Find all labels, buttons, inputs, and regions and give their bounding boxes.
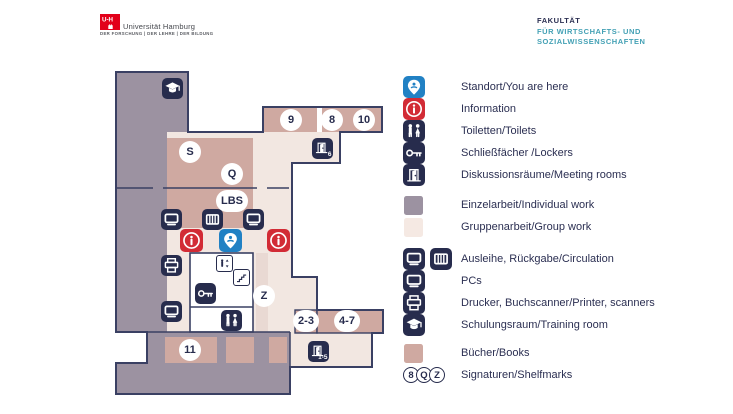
faculty-header	[537, 16, 646, 48]
stairs-icon	[233, 269, 250, 286]
legend-label: Diskussionsräume/Meeting rooms	[461, 169, 627, 181]
faculty-line-2: FÜR WIRTSCHAFTS- UND	[537, 26, 641, 36]
legend-section	[403, 76, 728, 186]
info-icon	[403, 98, 425, 120]
legend-section	[403, 248, 728, 336]
legend-row-circulation	[403, 248, 728, 270]
door-icon	[403, 164, 425, 186]
legend-row-icons	[403, 98, 461, 120]
monitor-icon	[403, 270, 425, 292]
location-pin-icon	[219, 229, 242, 252]
marker-sub-label: 1-5	[318, 354, 328, 361]
info-icon	[180, 229, 203, 252]
legend-row-standort	[403, 76, 728, 98]
book-icon	[430, 248, 452, 270]
shelfmark-8: 8	[321, 109, 343, 131]
floorplan-svg	[105, 60, 395, 405]
printer-icon	[403, 292, 425, 314]
faculty-line-3: SOZIALWISSENSCHAFTEN	[537, 37, 646, 46]
shelfmark-2-3: 2-3	[293, 310, 319, 332]
shelfmark-4-7: 4-7	[334, 310, 360, 332]
legend-label: Standort/You are here	[461, 81, 569, 93]
elevator-icon	[216, 255, 233, 272]
toilets-icon	[403, 120, 425, 142]
legend-label: Schulungsraum/Training room	[461, 319, 608, 331]
uhh-logo	[100, 14, 120, 30]
legend-label: Schließfächer /Lockers	[461, 147, 573, 159]
monitor-icon	[161, 209, 182, 230]
legend-row-group-work	[403, 216, 728, 238]
legend-row-books	[403, 342, 728, 364]
legend-label: Einzelarbeit/Individual work	[461, 199, 595, 211]
monitor-icon	[403, 248, 425, 270]
book-icon	[202, 209, 223, 230]
monitor-icon	[161, 301, 182, 322]
shelfmark-10: 10	[353, 109, 375, 131]
legend-row-individual-work	[403, 194, 728, 216]
legend-label: Bücher/Books	[461, 347, 530, 359]
legend-row-meeting-rooms	[403, 164, 728, 186]
legend-row-icons	[403, 367, 461, 383]
rose-swatch	[404, 344, 423, 363]
graduation-cap-icon	[162, 78, 183, 99]
legend-section	[403, 194, 728, 238]
legend-row-information	[403, 98, 728, 120]
legend-label: Toiletten/Toilets	[461, 125, 537, 137]
faculty-line-1: FAKULTÄT	[537, 16, 581, 25]
shelfmark-sample-Q: Q	[416, 367, 432, 383]
monitor-icon	[243, 209, 264, 230]
graduation-cap-icon	[403, 314, 425, 336]
toilets-icon	[221, 310, 242, 331]
brand-tagline: DER FORSCHUNG | DER LEHRE | DER BILDUNG	[100, 31, 214, 36]
shelfmark-Q: Q	[221, 163, 243, 185]
door-icon	[308, 341, 329, 362]
legend-row-icons	[403, 292, 461, 314]
info-icon	[267, 229, 290, 252]
legend-row-toilets	[403, 120, 728, 142]
printer-icon	[161, 255, 182, 276]
legend-row-icons	[403, 218, 461, 237]
legend-label: Ausleihe, Rückgabe/Circulation	[461, 253, 614, 265]
legend-row-shelfmarks	[403, 364, 728, 386]
key-icon	[195, 283, 216, 304]
legend-label: Gruppenarbeit/Group work	[461, 221, 592, 233]
legend-label: PCs	[461, 275, 482, 287]
legend-row-icons	[403, 142, 461, 164]
cream-swatch	[404, 218, 423, 237]
legend-label: Drucker, Buchscanner/Printer, scanners	[461, 297, 655, 309]
legend	[403, 76, 728, 394]
legend-row-pcs	[403, 270, 728, 292]
brand-text: Universität Hamburg	[123, 22, 196, 31]
shelfmark-sample-8: 8	[403, 367, 419, 383]
shelfmark-9: 9	[280, 109, 302, 131]
location-pin-icon	[403, 76, 425, 98]
mauve-swatch	[404, 196, 423, 215]
legend-row-icons	[403, 196, 461, 215]
legend-row-icons	[403, 248, 461, 270]
shelfmark-Z: Z	[253, 285, 275, 307]
legend-row-icons	[403, 270, 461, 292]
legend-label: Information	[461, 103, 517, 115]
legend-section	[403, 342, 728, 386]
floorplan	[105, 60, 395, 405]
shelfmark-LBS: LBS	[216, 190, 248, 212]
legend-row-icons	[403, 344, 461, 363]
legend-row-training-room	[403, 314, 728, 336]
legend-row-lockers	[403, 142, 728, 164]
marker-sub-label: 6	[327, 151, 332, 158]
legend-row-icons	[403, 120, 461, 142]
legend-row-icons	[403, 314, 461, 336]
legend-row-icons	[403, 164, 461, 186]
shelfmark-S: S	[179, 141, 201, 163]
legend-row-icons	[403, 76, 461, 98]
uhh-logo-letters: U-H	[102, 16, 113, 24]
shelfmark-11: 11	[179, 339, 201, 361]
legend-label: Signaturen/Shelfmarks	[461, 369, 573, 381]
shelfmark-sample-Z: Z	[429, 367, 445, 383]
key-icon	[403, 142, 425, 164]
door-icon	[312, 138, 333, 159]
legend-row-printers-scanners	[403, 292, 728, 314]
